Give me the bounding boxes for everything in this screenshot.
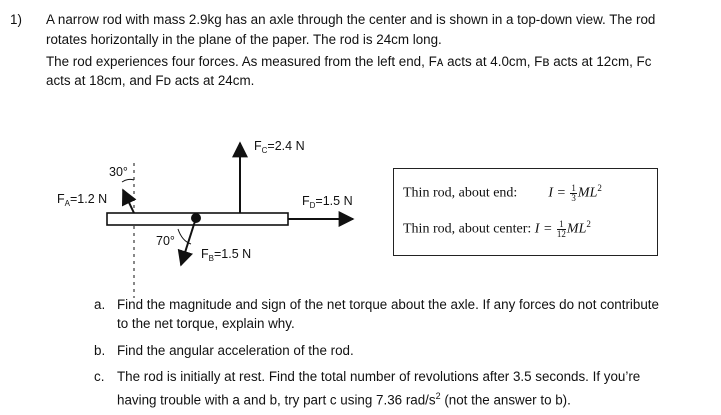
moment-of-inertia-box: [393, 168, 658, 256]
question-c-line-2: [117, 387, 571, 409]
question-b-label: b.: [94, 343, 106, 358]
problem-text-line-3: The rod experiences four forces. As measured from the left end, Fᴀ acts at 4.0cm, Fʙ acts at 12cm, Fᴄ: [46, 54, 652, 69]
question-a-line-1: Find the magnitude and sign of the net torque about the axle. If any forces do not contribute: [117, 297, 659, 312]
angle-a-label: 30°: [109, 165, 128, 179]
formula-end-label: Thin rod, about end:: [403, 185, 518, 201]
question-c-label: c.: [94, 369, 105, 384]
formula-end: [403, 183, 602, 203]
formula-end-fraction: $\frac{1}{3}$: [571, 182, 576, 203]
formula-end-lhs: I =: [548, 185, 566, 201]
force-b-label: $F_B=1.5$ N: [201, 247, 252, 263]
question-a-line-2: to the net torque, explain why.: [117, 316, 295, 331]
question-c-exponent: 2: [435, 391, 441, 401]
problem-text-line-1: A narrow rod with mass 2.9kg has an axle through the center and is shown in a top-down view. The rod: [46, 12, 656, 27]
formula-center: [403, 219, 591, 239]
force-a-arrow: [123, 190, 134, 213]
formula-center-fraction: $\frac{1}{12}$: [556, 218, 566, 239]
formula-center-rhs: ML: [566, 221, 587, 237]
question-a-label: a.: [94, 297, 106, 312]
problem-text-line-4: acts at 18cm, and Fᴅ acts at 24cm.: [46, 73, 255, 88]
problem-text-line-2: rotates horizontally in the plane of the paper. The rod is 24cm long.: [46, 32, 442, 47]
problem-number: 1): [10, 12, 22, 27]
angle-b-label: 70°: [156, 234, 175, 248]
formula-center-lhs: I =: [534, 221, 553, 237]
angle-a-arc: [122, 179, 134, 182]
question-b-line-1: Find the angular acceleration of the rod.: [117, 343, 354, 358]
force-d-label: $F_D=1.5$ N: [302, 194, 353, 210]
force-a-label: $F_A=1.2$ N: [57, 192, 108, 208]
question-c-line-1: The rod is initially at rest. Find the total number of revolutions after 3.5 seconds. If you’re: [117, 369, 641, 384]
formula-end-exponent: 2: [597, 183, 602, 193]
force-c-label: $F_C=2.4$ N: [254, 139, 305, 155]
formula-end-rhs: ML: [577, 185, 598, 201]
formula-center-exponent: 2: [586, 219, 591, 229]
formula-center-label: Thin rod, about center:: [403, 221, 532, 237]
question-c-line-2-b: (not the answer to b).: [440, 392, 571, 408]
question-c-line-2-a: having trouble with a and b, try part c using 7.36 rad/s: [117, 392, 436, 408]
